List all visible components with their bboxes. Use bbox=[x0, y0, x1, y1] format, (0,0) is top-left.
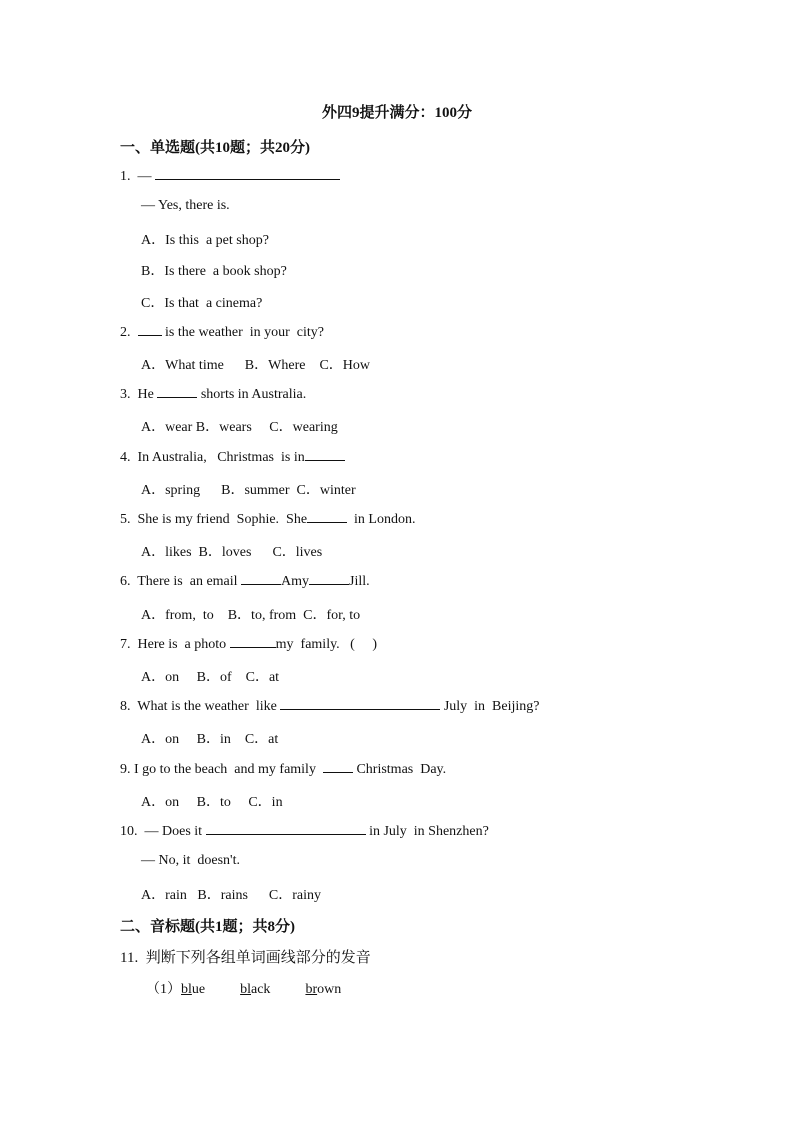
question-text-mid: Amy bbox=[281, 574, 310, 589]
question-text-pre: — Does it bbox=[144, 824, 206, 839]
question-1-reply: — Yes, there is. bbox=[141, 198, 230, 213]
section-title-phonetics: 二、音标题(共1题；共8分) bbox=[120, 919, 295, 935]
question-number: 8. bbox=[120, 699, 131, 714]
answer-blank bbox=[155, 167, 340, 180]
question-text-pre: In Australia, Christmas is in bbox=[137, 450, 305, 465]
question-4-options: A．spring B．summer C．winter bbox=[141, 483, 356, 498]
question-2-options: A．What time B．Where C．How bbox=[141, 358, 371, 373]
question-1-option-a: A．Is this a pet shop? bbox=[141, 233, 269, 248]
question-number: 2. bbox=[120, 325, 131, 340]
question-5 bbox=[120, 510, 416, 528]
question-text-pre: Here is a photo bbox=[137, 637, 230, 652]
question-11-words bbox=[146, 978, 341, 998]
word-underlined: bl bbox=[240, 982, 251, 997]
answer-blank bbox=[206, 822, 366, 835]
question-text-post: in London. bbox=[347, 512, 416, 527]
question-number: 6. bbox=[120, 574, 131, 589]
question-text-pre: I go to the beach and my family bbox=[134, 762, 323, 777]
question-3-options: A．wear B．wears C．wearing bbox=[141, 420, 338, 435]
section-title-single-choice: 一、单选题(共10题；共20分) bbox=[120, 140, 310, 156]
answer-blank bbox=[280, 697, 440, 710]
question-text-pre: What is the weather like bbox=[137, 699, 281, 714]
question-2 bbox=[120, 323, 324, 341]
question-3 bbox=[120, 385, 306, 403]
question-6-options: A．from, to B．to, from C．for, to bbox=[141, 608, 361, 623]
answer-blank bbox=[323, 760, 353, 773]
question-6 bbox=[120, 572, 370, 590]
word-rest: ack bbox=[251, 982, 271, 997]
answer-blank bbox=[138, 323, 162, 336]
question-1-option-c: C．Is that a cinema? bbox=[141, 296, 263, 311]
word-underlined: br bbox=[305, 982, 318, 997]
question-9-options: A．on B．to C．in bbox=[141, 795, 283, 810]
question-1-option-b: B．Is there a book shop? bbox=[141, 264, 287, 279]
answer-blank bbox=[230, 635, 276, 648]
question-9 bbox=[120, 760, 446, 778]
question-7 bbox=[120, 635, 377, 653]
question-8 bbox=[120, 697, 539, 715]
question-7-options: A．on B．of C．at bbox=[141, 670, 280, 685]
sub-number: （1） bbox=[146, 982, 181, 997]
question-number: 9. bbox=[120, 762, 131, 777]
question-10-reply: — No, it doesn't. bbox=[141, 853, 240, 868]
question-text-post: Christmas Day. bbox=[352, 762, 447, 777]
question-text-pre: He bbox=[137, 387, 158, 402]
question-8-options: A．on B．in C．at bbox=[141, 732, 279, 747]
question-text: is the weather in your city? bbox=[161, 325, 325, 340]
question-number: 5. bbox=[120, 512, 131, 527]
question-number: 3. bbox=[120, 387, 131, 402]
question-text-post: Jill. bbox=[349, 574, 370, 589]
question-text-pre: There is an email bbox=[137, 574, 242, 589]
word-rest: ue bbox=[191, 982, 206, 997]
word-rest: own bbox=[317, 982, 342, 997]
question-5-options: A．likes B．loves C．lives bbox=[141, 545, 323, 560]
answer-blank bbox=[241, 572, 281, 585]
answer-blank bbox=[309, 572, 349, 585]
question-text-post: my family. ( ) bbox=[275, 637, 378, 652]
question-number: 10. bbox=[120, 824, 138, 839]
question-text-post: in July in Shenzhen? bbox=[365, 824, 489, 839]
question-number: 11. bbox=[120, 950, 139, 966]
question-4 bbox=[120, 448, 345, 466]
question-1 bbox=[120, 167, 340, 185]
answer-blank bbox=[307, 510, 347, 523]
answer-blank bbox=[157, 385, 197, 398]
question-11 bbox=[120, 946, 371, 967]
question-text-post: July in Beijing? bbox=[440, 699, 540, 714]
question-text-post: shorts in Australia. bbox=[197, 387, 307, 402]
question-10 bbox=[120, 822, 489, 840]
question-text: 判断下列各组单词画线部分的发音 bbox=[145, 950, 371, 966]
word-underlined: bl bbox=[181, 982, 192, 997]
dash: — bbox=[137, 169, 152, 184]
answer-blank bbox=[305, 448, 345, 461]
question-10-options: A．rain B．rains C．rainy bbox=[141, 888, 322, 903]
question-text-pre: She is my friend Sophie. She bbox=[137, 512, 308, 527]
question-number: 1. bbox=[120, 169, 131, 184]
page-title: 外四9提升满分：100分 bbox=[321, 105, 472, 121]
question-number: 4. bbox=[120, 450, 131, 465]
question-number: 7. bbox=[120, 637, 131, 652]
